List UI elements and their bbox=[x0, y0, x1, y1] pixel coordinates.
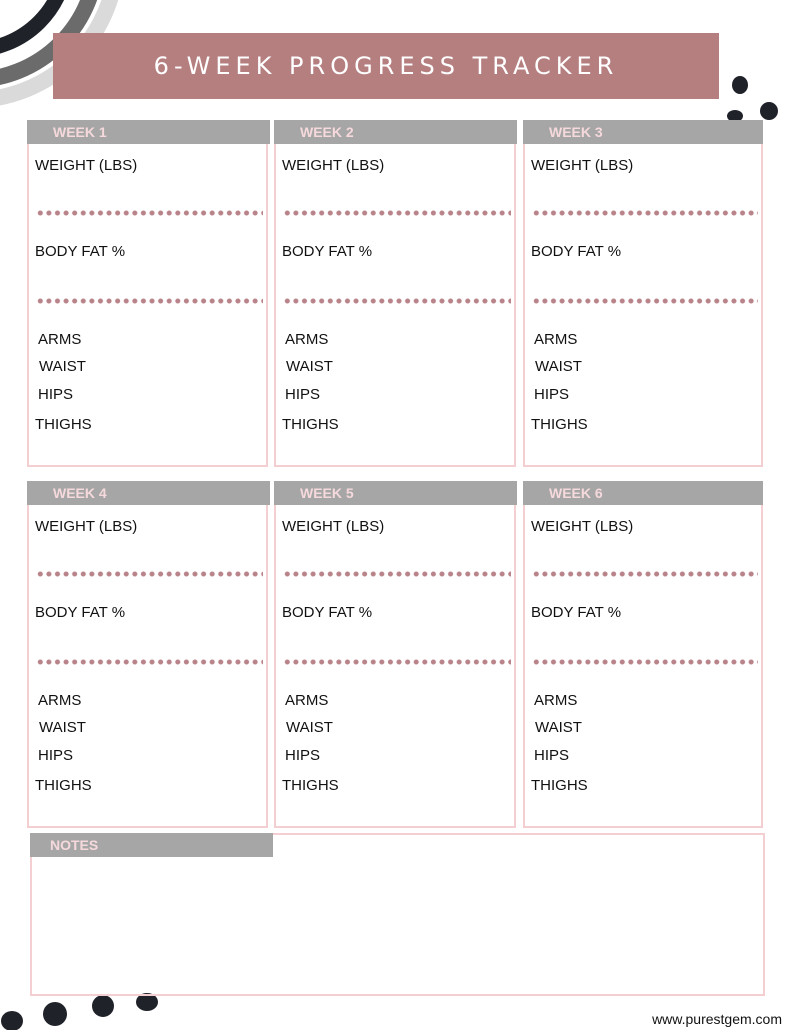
dotted-entry-line[interactable] bbox=[532, 571, 758, 577]
field-label-arms: ARMS bbox=[285, 692, 329, 709]
field-label-weight: WEIGHT (LBS) bbox=[531, 518, 634, 535]
field-label-body-fat: BODY FAT % bbox=[35, 243, 126, 260]
week-label: WEEK 1 bbox=[53, 124, 107, 140]
field-label-weight: WEIGHT (LBS) bbox=[35, 157, 138, 174]
field-label-arms: ARMS bbox=[38, 331, 82, 348]
field-label-weight: WEIGHT (LBS) bbox=[35, 518, 138, 535]
field-label-weight: WEIGHT (LBS) bbox=[531, 157, 634, 174]
dotted-entry-line[interactable] bbox=[36, 298, 263, 304]
week-label: WEEK 6 bbox=[549, 485, 603, 501]
notes-label: NOTES bbox=[50, 837, 99, 853]
dot-cluster-decoration-icon bbox=[727, 76, 778, 122]
field-label-body-fat: BODY FAT % bbox=[282, 243, 373, 260]
field-label-hips: HIPS bbox=[534, 386, 570, 403]
field-label-waist: WAIST bbox=[286, 358, 333, 375]
field-label-thighs: THIGHS bbox=[35, 777, 92, 794]
week-card bbox=[274, 120, 516, 467]
field-label-hips: HIPS bbox=[38, 747, 74, 764]
footer-url: www.purestgem.com bbox=[652, 1011, 782, 1027]
dotted-entry-line[interactable] bbox=[283, 571, 511, 577]
field-label-arms: ARMS bbox=[285, 331, 329, 348]
field-label-arms: ARMS bbox=[534, 331, 578, 348]
week-label: WEEK 4 bbox=[53, 485, 107, 501]
field-label-thighs: THIGHS bbox=[35, 416, 92, 433]
field-label-weight: WEIGHT (LBS) bbox=[282, 518, 385, 535]
dotted-entry-line[interactable] bbox=[283, 298, 511, 304]
dotted-entry-line[interactable] bbox=[532, 298, 758, 304]
week-label: WEEK 5 bbox=[300, 485, 354, 501]
dotted-entry-line[interactable] bbox=[36, 210, 263, 216]
week-header bbox=[27, 481, 270, 505]
field-label-thighs: THIGHS bbox=[531, 416, 588, 433]
field-label-hips: HIPS bbox=[285, 386, 321, 403]
week-card bbox=[523, 120, 763, 467]
week-card bbox=[274, 481, 516, 828]
week-label: WEEK 3 bbox=[549, 124, 603, 140]
field-label-arms: ARMS bbox=[534, 692, 578, 709]
field-label-thighs: THIGHS bbox=[282, 777, 339, 794]
field-label-waist: WAIST bbox=[39, 719, 86, 736]
field-label-body-fat: BODY FAT % bbox=[282, 604, 373, 621]
field-label-hips: HIPS bbox=[38, 386, 74, 403]
field-label-waist: WAIST bbox=[39, 358, 86, 375]
page-title: 6-WEEK PROGRESS TRACKER bbox=[153, 52, 619, 80]
dotted-entry-line[interactable] bbox=[532, 659, 758, 665]
field-label-thighs: THIGHS bbox=[282, 416, 339, 433]
week-header bbox=[523, 120, 763, 144]
week-label: WEEK 2 bbox=[300, 124, 354, 140]
field-label-waist: WAIST bbox=[535, 719, 582, 736]
field-label-weight: WEIGHT (LBS) bbox=[282, 157, 385, 174]
week-header bbox=[523, 481, 763, 505]
dotted-entry-line[interactable] bbox=[283, 659, 511, 665]
field-label-arms: ARMS bbox=[38, 692, 82, 709]
field-label-thighs: THIGHS bbox=[531, 777, 588, 794]
week-card bbox=[27, 120, 268, 467]
week-header bbox=[27, 120, 270, 144]
dotted-entry-line[interactable] bbox=[532, 210, 758, 216]
field-label-waist: WAIST bbox=[535, 358, 582, 375]
week-card bbox=[27, 481, 268, 828]
dotted-entry-line[interactable] bbox=[36, 659, 263, 665]
field-label-hips: HIPS bbox=[534, 747, 570, 764]
notes-box[interactable] bbox=[30, 833, 765, 996]
field-label-body-fat: BODY FAT % bbox=[531, 243, 622, 260]
notes-header bbox=[30, 833, 273, 857]
week-header bbox=[274, 120, 517, 144]
dotted-entry-line[interactable] bbox=[283, 210, 511, 216]
week-header bbox=[274, 481, 517, 505]
dot-cluster-decoration-icon bbox=[1, 993, 158, 1030]
field-label-body-fat: BODY FAT % bbox=[35, 604, 126, 621]
field-label-hips: HIPS bbox=[285, 747, 321, 764]
field-label-waist: WAIST bbox=[286, 719, 333, 736]
dotted-entry-line[interactable] bbox=[36, 571, 263, 577]
field-label-body-fat: BODY FAT % bbox=[531, 604, 622, 621]
title-banner bbox=[53, 33, 719, 99]
week-card bbox=[523, 481, 763, 828]
